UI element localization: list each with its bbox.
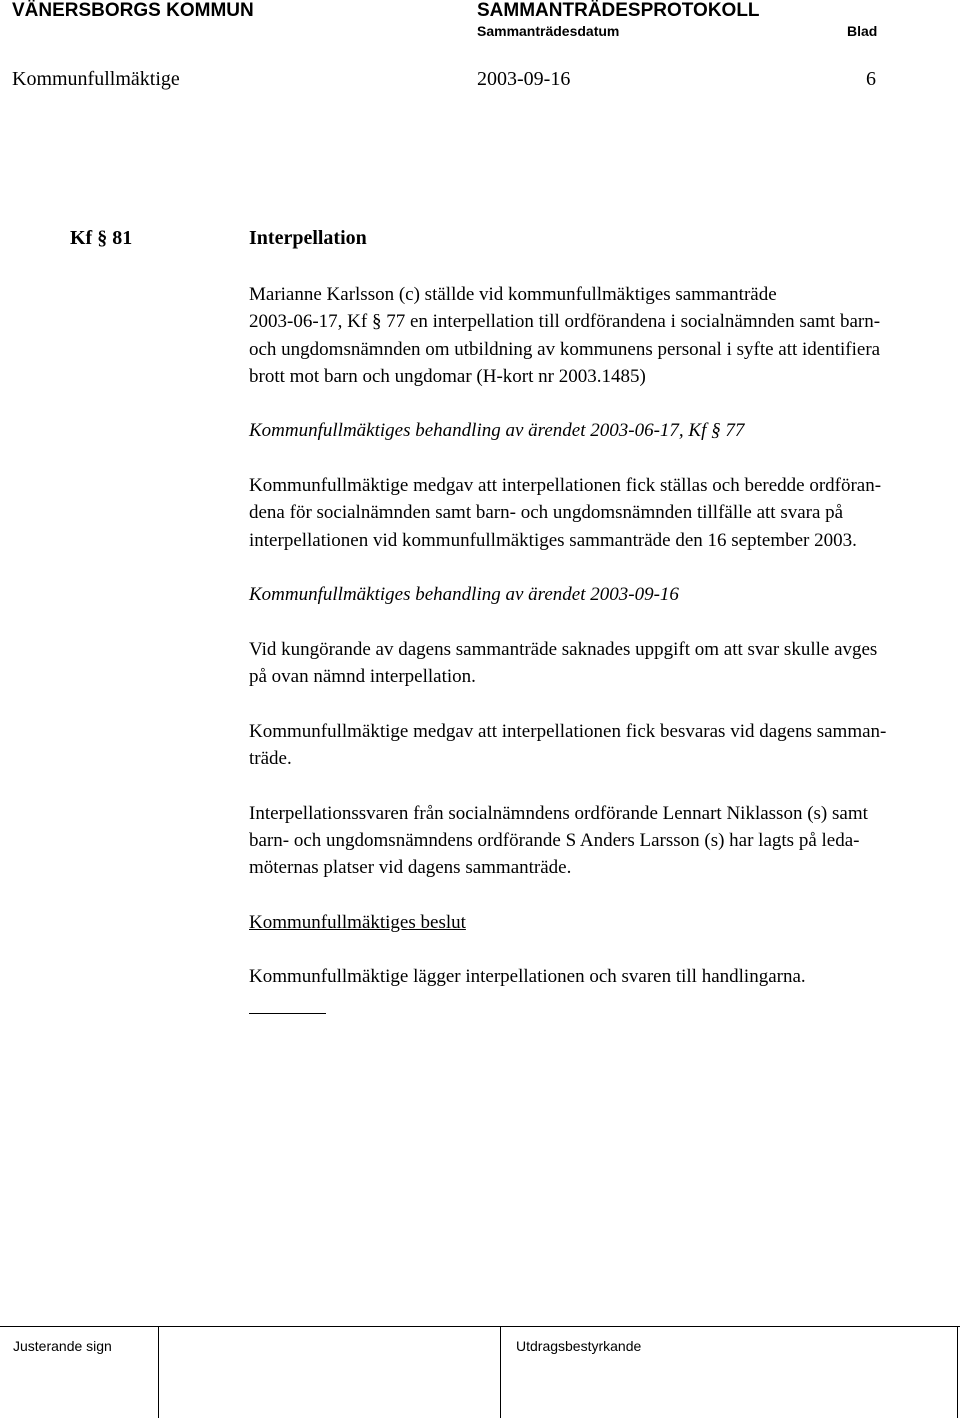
footer-divider — [957, 1327, 958, 1418]
section-title: Interpellation — [249, 227, 367, 249]
footer-divider — [158, 1327, 159, 1418]
meeting-date: 2003-09-16 — [477, 68, 571, 90]
justering-signature-label: Justerande sign — [13, 1338, 112, 1354]
text-line: och ungdomsnämnden om utbildning av kommunens personal i syfte att identifiera — [249, 338, 881, 360]
treatment-paragraph-4 — [249, 800, 939, 882]
text-line: interpellationen vid kommunfullmäktiges sammanträde den 16 september 2003. — [249, 529, 857, 551]
treatment-paragraph-3 — [249, 718, 939, 773]
footer-divider — [500, 1327, 501, 1418]
text-line: Vid kungörande av dagens sammanträde saknades uppgift om att svar skulle avges — [249, 638, 878, 660]
text-line: dena för socialnämnden samt barn- och ungdomsnämnden tillfälle att svara på — [249, 502, 844, 524]
text-line: möternas platser vid dagens sammanträde. — [249, 857, 572, 879]
text-line: 2003-06-17, Kf § 77 en interpellation till ordförandena i socialnämnden samt barn- — [249, 311, 881, 333]
treatment-paragraph-1 — [249, 472, 939, 554]
meeting-date-label: Sammanträdesdatum — [477, 23, 620, 39]
text-line: Marianne Karlsson (c) ställde vid kommunfullmäktiges sammanträde — [249, 284, 777, 305]
text-line: Kommunfullmäktige medgav att interpellationen fick ställas och beredde ordföran- — [249, 475, 882, 497]
text-line: Interpellationssvaren från socialnämndens ordförande Lennart Niklasson (s) samt — [249, 802, 868, 824]
text-line: Kommunfullmäktige medgav att interpellationen fick besvaras vid dagens samman- — [249, 720, 887, 742]
section-code: Kf § 81 — [70, 227, 133, 249]
protocol-body — [249, 281, 939, 991]
text-line: brott mot barn och ungdomar (H-kort nr 2003.1485) — [249, 365, 646, 387]
text-line: barn- och ungdomsnämndens ordförande S Anders Larsson (s) har lagts på leda- — [249, 829, 860, 851]
decision-heading: Kommunfullmäktiges beslut — [249, 911, 466, 933]
extract-certification-label: Utdragsbestyrkande — [516, 1338, 642, 1354]
page-label: Blad — [847, 23, 878, 39]
decision-text: Kommunfullmäktige lägger interpellationen och svaren till handlingarna. — [249, 966, 806, 988]
text-line: på ovan nämnd interpellation. — [249, 666, 476, 688]
end-rule — [249, 1013, 326, 1014]
document-type: SAMMANTRÄDESPROTOKOLL — [477, 0, 760, 21]
text-line: träde. — [249, 748, 292, 770]
intro-paragraph — [249, 281, 939, 390]
treatment-heading-2: Kommunfullmäktiges behandling av ärendet 2003-09-16 — [249, 584, 679, 606]
treatment-paragraph-2 — [249, 636, 939, 691]
page-number: 6 — [866, 68, 876, 90]
assembly-name: Kommunfullmäktige — [12, 68, 180, 90]
organization-name: VÄNERSBORGS KOMMUN — [12, 0, 254, 21]
treatment-heading-1: Kommunfullmäktiges behandling av ärendet 2003-06-17, Kf § 77 — [249, 420, 745, 442]
signature-footer — [0, 1326, 960, 1418]
